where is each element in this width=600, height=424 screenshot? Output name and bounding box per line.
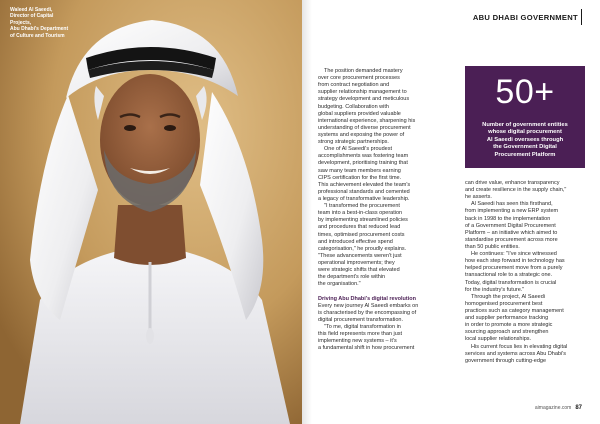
body-text-line: this field represents more than just [318, 331, 403, 338]
subheading: Driving Abu Dhabi's digital revolution [318, 295, 416, 302]
caption-line: Director of Capital [10, 13, 54, 20]
body-text-line: categorisation," he proudly explains. [318, 245, 407, 252]
body-text-line [318, 288, 462, 295]
body-text-line: of a Government Digital Procurement [465, 222, 556, 229]
body-text-line: he asserts. [465, 194, 492, 201]
body-text-line: practices such as category management [465, 307, 564, 314]
body-text-line: than 50 public entities. [465, 243, 520, 250]
body-text-line: for the industry's future." [465, 286, 525, 293]
body-text-line: development, prioritising training that [318, 160, 408, 167]
body-text-line: standardise procurement across more [465, 236, 558, 243]
body-text-line: local supplier relationships. [465, 336, 532, 343]
body-text-line: CIPS certification for the first time. [318, 174, 402, 181]
body-text-line: government through cutting-edge [465, 357, 547, 364]
body-text-line: from contract negotiation and [318, 82, 390, 89]
body-text-line: and introduced effective spend [318, 238, 393, 245]
body-text-line: Every new journey Al Saeedi embarks on [318, 302, 419, 309]
body-text-line: accomplishments was fostering team [318, 153, 409, 160]
body-text-line: This achievement elevated the team's [318, 181, 411, 188]
body-text-line: The position demanded mastery [324, 68, 403, 74]
body-text-line: helped procurement move from a purely [465, 265, 563, 272]
body-text-line: supplier relationship management to [318, 89, 407, 96]
body-text-line: is characterised by the encompassing of [318, 309, 417, 316]
body-text-line: how each step forward in technology has [465, 258, 565, 265]
body-text-line: over core procurement processes [318, 75, 400, 82]
body-text-line: team into a best-in-class operation [318, 210, 403, 217]
body-column-left [318, 68, 462, 352]
body-text-line: the department's role within [318, 274, 386, 281]
body-text-line: international experience, sharpening his [318, 117, 416, 124]
body-text-line: homogenised procurement best [465, 300, 543, 307]
stat-description-line: Number of government entities [482, 122, 568, 128]
body-text-line: strong strategic partnerships. [318, 139, 389, 146]
stat-number: 50+ [495, 73, 555, 111]
body-text-line: "To me, digital transformation in [324, 323, 401, 330]
body-text-line: strategy development and meticulous [318, 96, 410, 103]
body-text-line: by implementing streamlined policies [318, 217, 408, 224]
stat-callout-box [465, 66, 585, 168]
body-text-line: implementing new systems – it's [318, 338, 397, 345]
stat-description-line: the Government Digital [493, 144, 557, 151]
stat-description-line: whose digital procurement [488, 129, 562, 136]
caption-line: Abu Dhabi's Department [10, 26, 69, 33]
body-column-right [465, 180, 585, 365]
caption-line: Projects, [10, 19, 32, 26]
body-text-line: back in 1998 to the implementation [465, 215, 551, 222]
body-text-line: global suppliers provided valuable [318, 110, 401, 117]
body-text-line: digital procurement transformation. [318, 316, 403, 323]
body-text-line: Al Saeedi has seen this firsthand, [471, 201, 553, 208]
body-text-line: systems and exposing the power of [318, 131, 405, 138]
stat-description-line: Al Saeedi oversees through [486, 136, 564, 143]
body-text-line: One of Al Saeedi's proudest [324, 146, 393, 153]
body-text-line: budgeting. Collaboration with [318, 103, 389, 110]
body-text-line: and create resilience in the supply chain," [465, 187, 567, 194]
page-folio [520, 405, 582, 411]
page-number: 87 [575, 405, 582, 411]
body-text-line: in order to promote a more strategic [465, 322, 553, 329]
body-text-line: services and systems across Abu Dhabi's [465, 350, 567, 357]
body-text-line: a legacy of transformative leadership. [318, 195, 410, 202]
body-text-line: He continues: "I've since witnessed [471, 251, 557, 258]
body-text-line: were strategic shifts that elevated [318, 267, 400, 274]
body-text-line: "I transformed the procurement [324, 203, 400, 210]
caption-line: Waleed Al Saeedi, [10, 7, 53, 13]
body-text-line: Platform – an initiative which aimed to [465, 229, 558, 236]
body-text-line: professional standards and cemented [318, 188, 410, 195]
section-rule-divider [581, 9, 582, 25]
body-text-line: from implementing a new ERP system [465, 208, 559, 215]
body-text-line: and supplier performance tracking [465, 315, 549, 322]
body-text-line: sourcing approach and strengthen [465, 329, 549, 336]
body-text-line: Through the project, Al Saeedi [471, 293, 545, 300]
body-text-line: can drive value, enhance transparency [465, 180, 560, 186]
body-text-line: "These advancements weren't just [318, 252, 402, 259]
body-text-line: operational improvements; they [318, 259, 395, 266]
body-text-line: the organisation." [318, 281, 361, 288]
body-text-line: Today, digital transformation is crucial [465, 279, 557, 286]
photo-caption [10, 7, 120, 39]
body-text-line: saw many team members earning [318, 167, 401, 174]
body-text-line: transactional role to a strategic one. [465, 272, 553, 279]
caption-line: of Culture and Tourism [10, 32, 65, 39]
body-text-line: a fundamental shift in how procurement [318, 345, 415, 352]
body-text-line: times, optimised procurement costs [318, 231, 405, 238]
website-url[interactable]: aimagazine.com [534, 405, 572, 411]
body-text-line: and procedures that reduced lead [318, 224, 401, 231]
stat-description-line: Procurement Platform [494, 151, 556, 158]
stat-description [465, 122, 585, 159]
page-gutter-shadow [302, 0, 312, 424]
section-title: ABU DHABI GOVERNMENT [472, 13, 578, 22]
body-text-line: His current focus lies in elevating digital [471, 343, 568, 350]
body-text-line: understanding of diverse procurement [318, 124, 411, 131]
